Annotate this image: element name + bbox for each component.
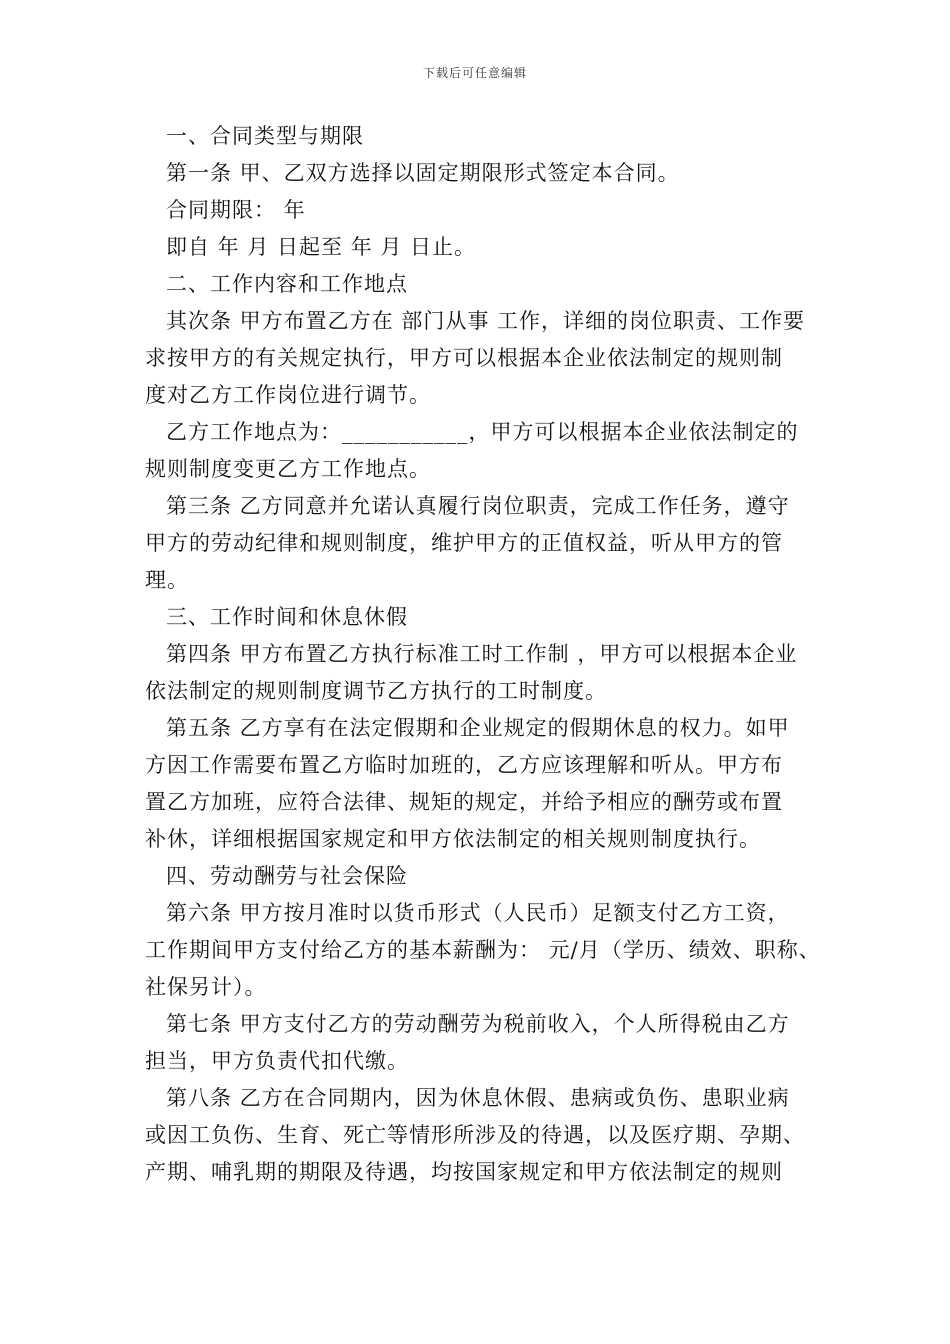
text-line: 第八条 乙方在合同期内，因为休息休假、患病或负伤、患职业病 bbox=[166, 1086, 790, 1110]
text-line: 第五条 乙方享有在法定假期和企业规定的假期休息的权力。如甲 bbox=[166, 716, 790, 740]
text-line: 担当，甲方负责代扣代缴。 bbox=[145, 1049, 409, 1073]
text-line: 工作期间甲方支付给乙方的基本薪酬为： 元/月（学历、绩效、职称、 bbox=[145, 938, 821, 962]
text-line: 第三条 乙方同意并允诺认真履行岗位职责，完成工作任务，遵守 bbox=[166, 494, 790, 518]
text-line: 补休，详细根据国家规定和甲方依法制定的相关规则制度执行。 bbox=[145, 827, 761, 851]
text-line: 置乙方加班，应符合法律、规矩的规定，并给予相应的酬劳或布置 bbox=[145, 790, 783, 814]
text-line: 或因工负伤、生育、死亡等情形所涉及的待遇，以及医疗期、孕期、 bbox=[145, 1123, 805, 1147]
text-line: 甲方的劳动纪律和规则制度，维护甲方的正值权益，听从甲方的管 bbox=[145, 531, 783, 555]
page-header: 下载后可任意编辑 bbox=[422, 66, 527, 80]
text-line: 二、工作内容和工作地点 bbox=[166, 272, 408, 296]
document-body bbox=[145, 118, 825, 1191]
text-line: 第六条 甲方按月准时以货币形式（人民币）足额支付乙方工资， bbox=[166, 901, 790, 925]
text-line: 产期、哺乳期的期限及待遇，均按国家规定和甲方依法制定的规则 bbox=[145, 1160, 783, 1184]
text-line: 三、工作时间和休息休假 bbox=[166, 605, 408, 629]
text-line: 第七条 甲方支付乙方的劳动酬劳为税前收入，个人所得税由乙方 bbox=[166, 1012, 790, 1036]
text-line: 一、合同类型与期限 bbox=[166, 124, 364, 148]
text-line: 理。 bbox=[145, 568, 189, 592]
text-line: 社保另计）。 bbox=[145, 975, 267, 999]
text-line: 四、劳动酬劳与社会保险 bbox=[166, 864, 408, 888]
text-line: 其次条 甲方布置乙方在 部门从事 工作，详细的岗位职责、工作要 bbox=[166, 309, 806, 333]
text-line: 乙方工作地点为：___________，甲方可以根据本企业依法制定的 bbox=[166, 420, 799, 444]
text-line: 第一条 甲、乙双方选择以固定期限形式签定本合同。 bbox=[166, 161, 680, 185]
text-line: 即自 年 月 日起至 年 月 日止。 bbox=[166, 235, 477, 259]
text-line: 求按甲方的有关规定执行，甲方可以根据本企业依法制定的规则制 bbox=[145, 346, 783, 370]
text-line: 依法制定的规则制度调节乙方执行的工时制度。 bbox=[145, 679, 607, 703]
text-line: 方因工作需要布置乙方临时加班的，乙方应该理解和听从。甲方布 bbox=[145, 753, 783, 777]
text-line: 第四条 甲方布置乙方执行标准工时工作制 ，甲方可以根据本企业 bbox=[166, 642, 798, 666]
text-line: 规则制度变更乙方工作地点。 bbox=[145, 457, 431, 481]
text-line: 合同期限： 年 bbox=[166, 198, 306, 222]
text-line: 度对乙方工作岗位进行调节。 bbox=[145, 383, 431, 407]
